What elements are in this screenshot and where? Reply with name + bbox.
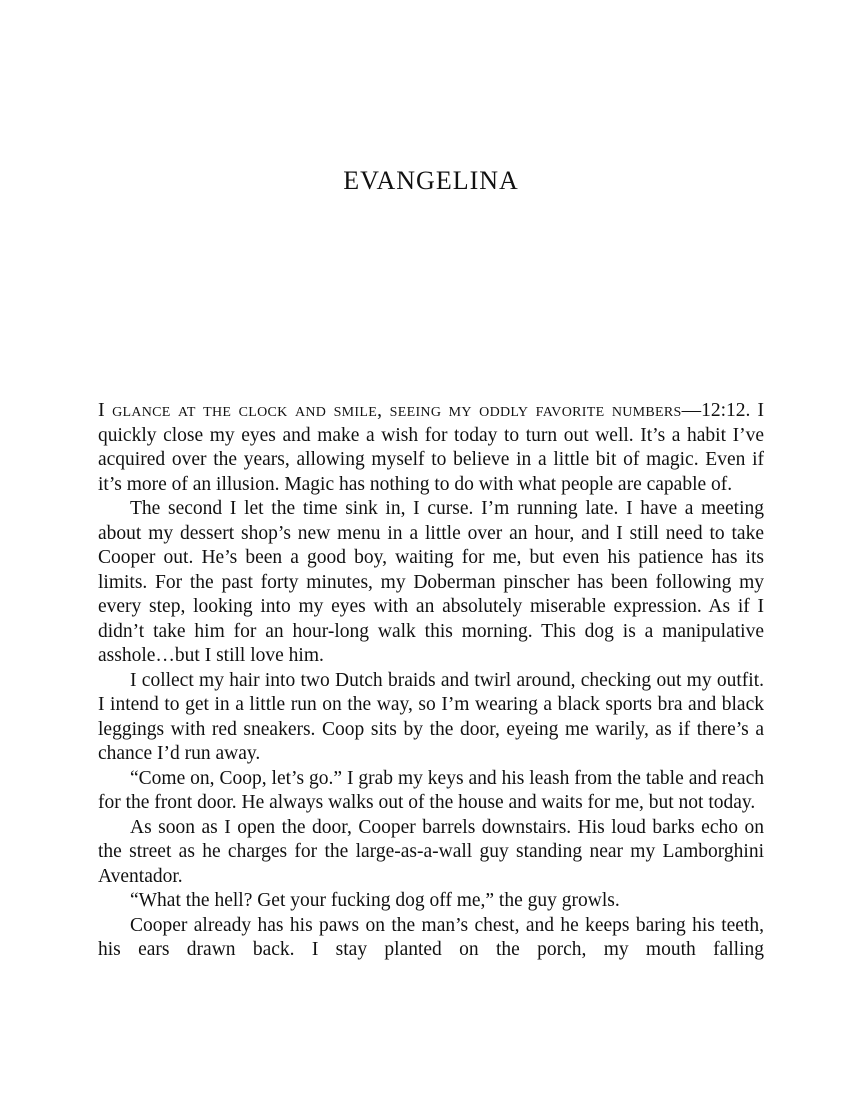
chapter-title: EVANGELINA xyxy=(343,166,519,195)
lead-small-caps: glance at the clock and smile, seeing my oddly favorite numbers xyxy=(104,400,682,421)
chapter-body xyxy=(98,398,764,963)
paragraph-4: “Come on, Coop, let’s go.” I grab my keys and his leash from the table and reach for the front door. He always walks out of the house and waits for me, but not today. xyxy=(98,767,764,813)
paragraph-5: As soon as I open the door, Cooper barrels downstairs. His loud barks echo on the street as he charges for the large-as-a-wall guy standing near my Lamborghini Aventador. xyxy=(98,816,764,887)
paragraph-3: I collect my hair into two Dutch braids and twirl around, checking out my outfit. I intend to get in a little run on the way, so I’m wearing a black sports bra and black leggings with red sneakers. Coop sits by the door, eyeing me warily, as if there’s a chance I’d run away. xyxy=(98,669,764,764)
paragraph-7: Cooper already has his paws on the man’s chest, and he keeps baring his teeth, his ears drawn back. I stay planted on the porch, my mouth falling xyxy=(98,914,764,960)
paragraph-1-rest: —12:12. I quickly close my eyes and make a wish for today to turn out well. It’s a habit I’ve acquired over the years, allowing myself to believe in a little bit of magic. Even if it’s more of an illusion. Magic has nothing to do with what people are capable of. xyxy=(98,400,764,495)
lead-capital: I xyxy=(98,399,105,421)
paragraph-1 xyxy=(98,398,764,497)
paragraph-6: “What the hell? Get your fucking dog off me,” the guy growls. xyxy=(130,890,620,911)
paragraph-2: The second I let the time sink in, I curse. I’m running late. I have a meeting about my dessert shop’s new menu in a little over an hour, and I still need to take Cooper out. He’s been a good boy, waiting for me, but even his patience has its limits. For the past forty minutes, my Doberman pinscher has been following my every step, looking into my eyes with an absolutely miserable expression. As if I didn’t take him for an hour-long walk this morning. This dog is a manipulative asshole…but I still love him. xyxy=(98,498,764,666)
